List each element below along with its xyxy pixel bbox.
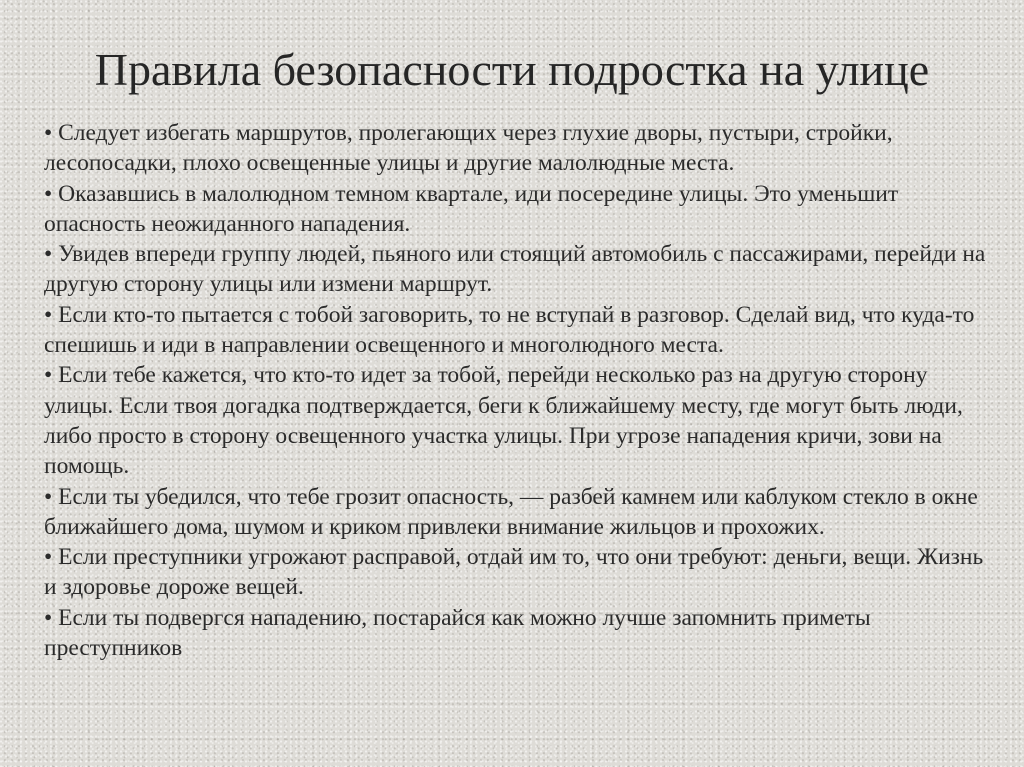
list-item-text: Оказавшись в малолюдном темном квартале, иди посередине улицы. Это уменьшит опасность неожиданного нападения. — [44, 180, 899, 237]
bullet: • — [44, 180, 53, 207]
slide-title: Правила безопасности подростка на улице — [94, 44, 930, 95]
rules-list — [44, 118, 994, 663]
list-item — [44, 179, 994, 240]
list-item-text: Если кто-то пытается с тобой заговорить, то не вступай в разговор. Сделай вид, что куда-то спешишь и иди в направлении освещенного и многолюдного места. — [44, 301, 975, 359]
list-item — [44, 300, 994, 361]
list-item-text: Если тебе кажется, что кто-то идет за тобой, перейди несколько раз на другую сторону улицы. Если твоя догадка подтверждается, беги к ближайшему месту, где могут быть люди, либо просто в сторону освещенного участка улицы. При угрозе нападения кричи, зови на помощь. — [44, 362, 963, 480]
bullet: • — [44, 544, 53, 571]
list-item — [44, 542, 994, 603]
list-item-text: Увидев впереди группу людей, пьяного или стоящий автомобиль с пассажирами, перейди на другую сторону улицы или измени маршрут. — [44, 241, 986, 298]
list-item — [44, 118, 994, 179]
list-item-text: Если преступники угрожают расправой, отдай им то, что они требуют: деньги, вещи. Жизнь и здоровье дороже вещей. — [44, 544, 984, 601]
list-item — [44, 360, 994, 481]
list-item-text: Следует избегать маршрутов, пролегающих через глухие дворы, пустыри, стройки, лесопосадки, плохо освещенные улицы и другие малолюдные места. — [44, 120, 893, 177]
list-item-text: Если ты подвергся нападению, постарайся как можно лучше запомнить приметы преступников — [44, 604, 871, 662]
bullet: • — [44, 241, 53, 268]
bullet: • — [44, 301, 53, 328]
list-item — [44, 239, 994, 300]
list-item — [44, 603, 994, 664]
bullet: • — [44, 604, 53, 631]
bullet: • — [44, 120, 53, 146]
bullet: • — [44, 483, 53, 510]
bullet: • — [44, 362, 53, 389]
list-item-text: Если ты убедился, что тебе грозит опасность, — разбей камнем или каблуком стекло в окне ближайшего дома, шумом и криком привлеки внимание жильцов и прохожих. — [44, 483, 978, 540]
list-item — [44, 482, 994, 543]
